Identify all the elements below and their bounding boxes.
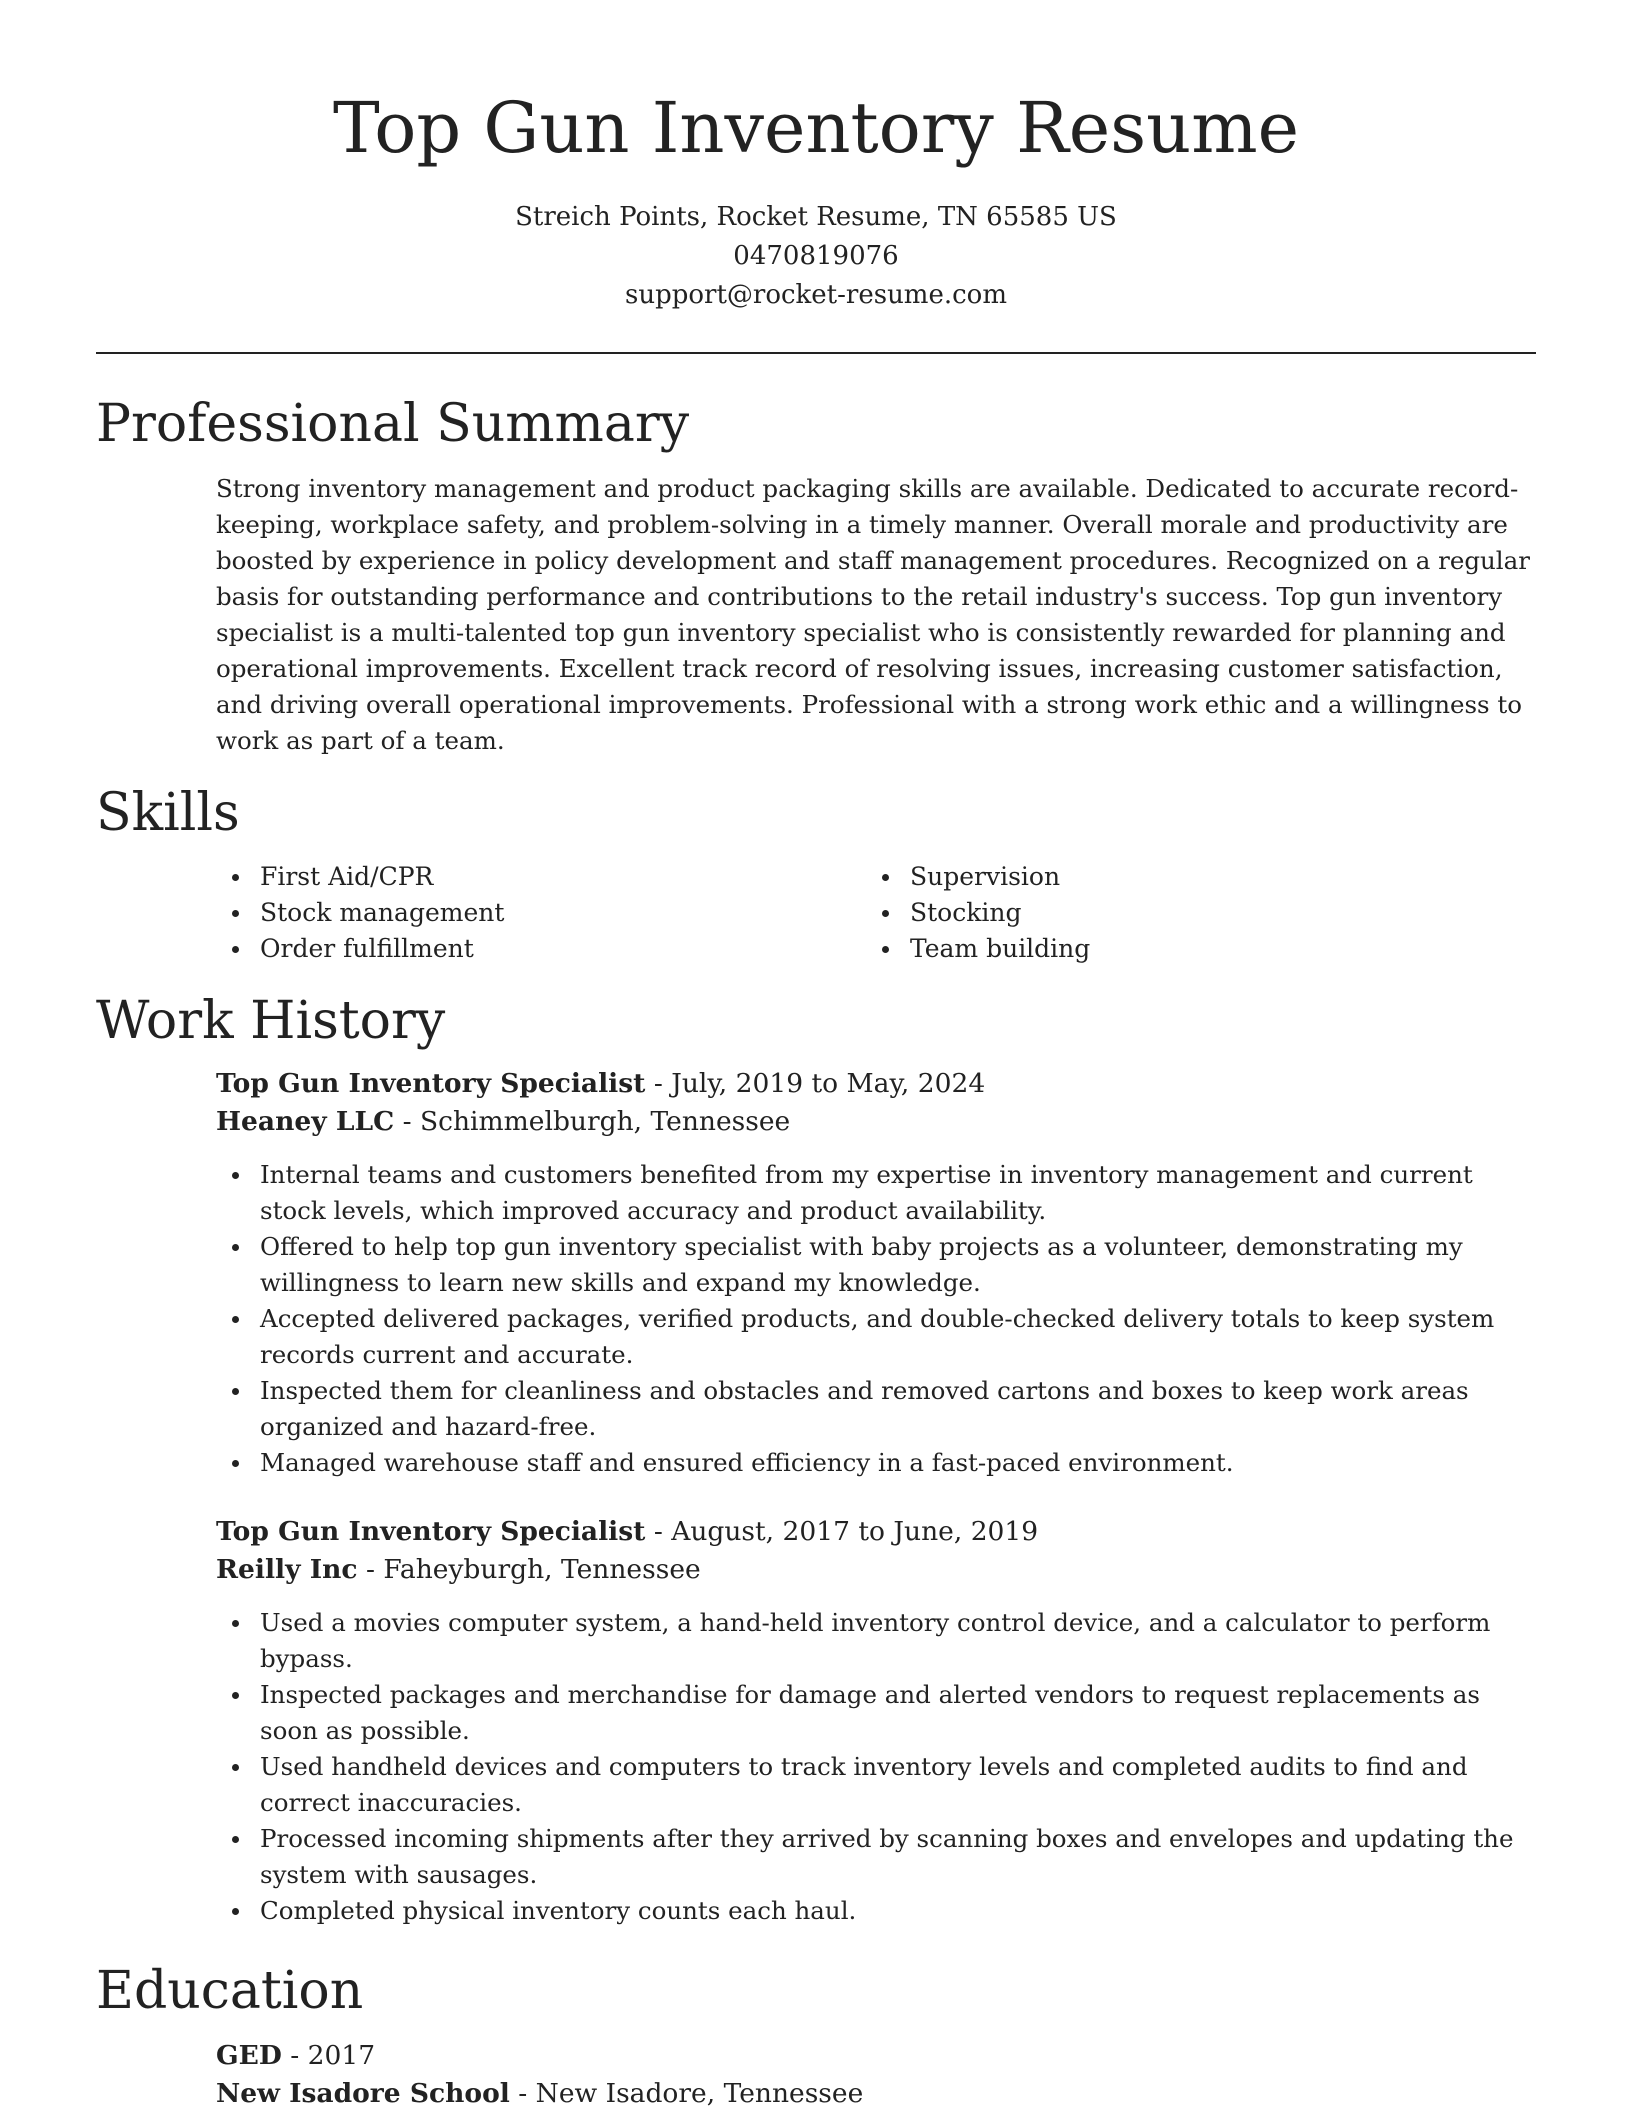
summary-text: Strong inventory management and product packaging skills are available. Dedicated to accurate record-keeping, workplace safety, and problem-solving in a timely manner. Overall morale and productivity are boosted by experience in policy development and staff management procedures. Recognized on a regular basis for outstanding performance and contributions to the retail industry's success. Top gun inventory specialist is a multi-talented top gun inventory specialist who is consistently rewarded for planning and operational improvements. Excellent track record of resolving issues, increasing customer satisfaction, and driving overall operational improvements. Professional with a strong work ethic and a willingness to work as part of a team. <box>216 474 1530 755</box>
education-heading: Education <box>96 1961 364 2021</box>
skills-list <box>216 859 1536 967</box>
summary-heading: Professional Summary <box>96 394 690 454</box>
degree-line <box>216 2037 1536 2075</box>
school-line <box>216 2075 1536 2113</box>
company-name: Heaney LLC <box>216 1106 395 1137</box>
header-divider <box>96 352 1536 354</box>
duty-item: Completed physical inventory counts each haul. <box>216 1893 1536 1929</box>
phone: 0470819076 <box>733 241 899 271</box>
skills-column-left <box>216 859 866 967</box>
duty-item: Used handheld devices and computers to track inventory levels and completed audits to find and correct inaccuracies. <box>216 1749 1536 1821</box>
job-duties <box>216 1605 1536 1929</box>
degree: GED <box>216 2040 282 2071</box>
duty-item: Managed warehouse staff and ensured efficiency in a fast-paced environment. <box>216 1445 1536 1481</box>
company-location: - Schimmelburgh, Tennessee <box>394 1106 791 1137</box>
education-entry <box>216 2037 1536 2113</box>
company-location: - Faheyburgh, Tennessee <box>357 1554 701 1585</box>
skills-heading: Skills <box>96 783 240 843</box>
degree-year: - 2017 <box>281 2040 376 2071</box>
job-dates: - August, 2017 to June, 2019 <box>645 1516 1039 1547</box>
job-title-line <box>216 1513 1536 1551</box>
skill-item: Stock management <box>216 895 866 931</box>
education-section <box>96 1959 1536 2113</box>
duty-item: Inspected packages and merchandise for damage and alerted vendors to request replacements as soon as possible. <box>216 1677 1536 1749</box>
job-title: Top Gun Inventory Specialist <box>216 1516 646 1547</box>
skills-section <box>96 781 1536 967</box>
resume-header <box>96 0 1536 315</box>
work-history-heading: Work History <box>96 991 446 1051</box>
skill-item: Supervision <box>866 859 1516 895</box>
school-name: New Isadore School <box>216 2078 510 2109</box>
skill-item: Order fulfillment <box>216 931 866 967</box>
skills-column-right <box>866 859 1516 967</box>
summary-section <box>96 392 1536 759</box>
job-title: Top Gun Inventory Specialist <box>216 1068 646 1099</box>
job-company-line <box>216 1103 1536 1141</box>
work-history-section <box>96 989 1536 1929</box>
email: support@rocket-resume.com <box>624 280 1007 310</box>
skill-item: Stocking <box>866 895 1516 931</box>
duty-item: Inspected them for cleanliness and obstacles and removed cartons and boxes to keep work areas organized and hazard-free. <box>216 1373 1536 1445</box>
resume-page <box>96 0 1536 2113</box>
job-company-line <box>216 1551 1536 1589</box>
skill-item: First Aid/CPR <box>216 859 866 895</box>
job-entry <box>216 1065 1536 1481</box>
address: Streich Points, Rocket Resume, TN 65585 US <box>515 202 1117 232</box>
job-duties <box>216 1157 1536 1481</box>
duty-item: Processed incoming shipments after they arrived by scanning boxes and envelopes and updating the system with sausages. <box>216 1821 1536 1893</box>
resume-title: Top Gun Inventory Resume <box>332 87 1300 169</box>
duty-item: Internal teams and customers benefited from my expertise in inventory management and current stock levels, which improved accuracy and product availability. <box>216 1157 1536 1229</box>
job-entry <box>216 1513 1536 1929</box>
job-title-line <box>216 1065 1536 1103</box>
company-name: Reilly Inc <box>216 1554 358 1585</box>
job-dates: - July, 2019 to May, 2024 <box>645 1068 986 1099</box>
school-location: - New Isadore, Tennessee <box>509 2078 864 2109</box>
duty-item: Accepted delivered packages, verified products, and double-checked delivery totals to keep system records current and accurate. <box>216 1301 1536 1373</box>
contact-info <box>96 198 1536 315</box>
duty-item: Used a movies computer system, a hand-held inventory control device, and a calculator to perform bypass. <box>216 1605 1536 1677</box>
skill-item: Team building <box>866 931 1516 967</box>
duty-item: Offered to help top gun inventory specialist with baby projects as a volunteer, demonstrating my willingness to learn new skills and expand my knowledge. <box>216 1229 1536 1301</box>
